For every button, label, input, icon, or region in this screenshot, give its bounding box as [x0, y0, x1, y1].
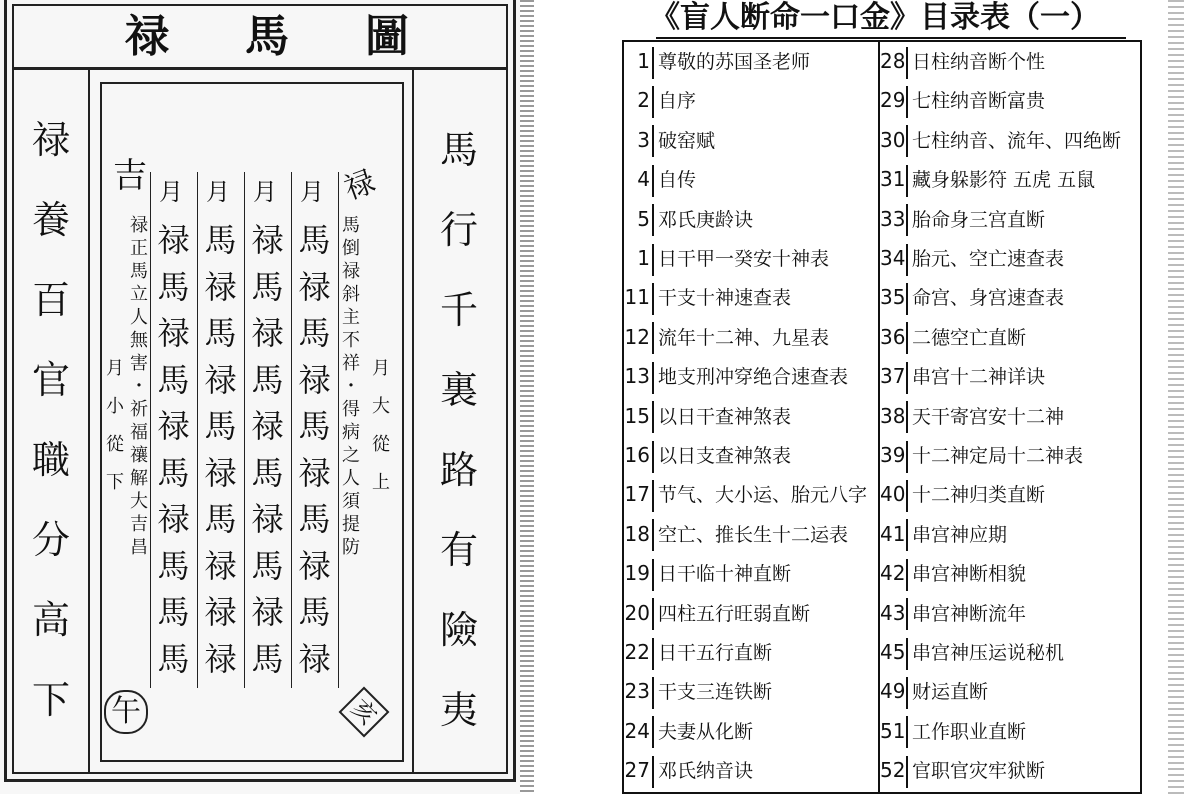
verse-char: 月	[372, 358, 390, 379]
right-outer-verse	[370, 350, 392, 502]
toc-row	[880, 476, 1045, 512]
grid-cell: 馬	[204, 407, 237, 445]
left-verse-char: 禄	[31, 118, 70, 162]
grid-cell: 馬	[298, 593, 331, 631]
toc-entry-separator	[906, 638, 908, 670]
toc-entry-separator	[906, 716, 908, 748]
toc-entry-number: 34	[880, 246, 906, 270]
grid-vline	[338, 172, 339, 688]
toc-entry-title: 尊敬的苏国圣老师	[658, 51, 811, 73]
left-verse-char: 百	[31, 278, 70, 322]
verse-char: 人	[342, 468, 360, 489]
toc-row	[624, 161, 696, 197]
verse-char: 害	[130, 353, 148, 374]
toc-entry-number: 27	[624, 758, 650, 783]
toc-row	[880, 516, 1007, 552]
verse-char: 禄	[342, 261, 360, 282]
toc-page	[566, 0, 1184, 794]
toc-entry-title: 日柱纳音断个性	[912, 51, 1046, 73]
toc-entry-number: 39	[880, 443, 906, 467]
right-verse-char: 夷	[439, 688, 478, 732]
toc-row	[880, 358, 1045, 394]
grid-cell: 禄	[204, 639, 237, 678]
toc-entry-title: 地支刑冲穿绝合速查表	[658, 366, 849, 389]
divider-left-inner	[100, 82, 102, 762]
grid-cell: 馬	[157, 360, 190, 399]
toc-entry-number: 1	[637, 49, 650, 73]
grid-cell: 禄	[298, 267, 331, 306]
grid-cell: 馬	[298, 500, 331, 538]
toc-entry-title: 破窑赋	[658, 129, 716, 152]
verse-char: 人	[130, 307, 148, 328]
toc-entry-number: 12	[624, 324, 650, 349]
grid-cell: 禄	[251, 593, 284, 631]
toc-title-underline	[656, 37, 1126, 39]
toc-entry-separator	[906, 283, 908, 315]
grid-cell: 馬	[298, 407, 331, 445]
verse-char: 上	[372, 472, 390, 493]
toc-entry-number: 18	[624, 521, 650, 546]
grid-cell: 禄	[298, 546, 331, 585]
toc-entry-number: 1	[637, 246, 650, 270]
verse-char: 小	[106, 396, 124, 417]
grid-cell: 禄	[298, 639, 331, 678]
toc-entry-number: 11	[624, 285, 650, 310]
top-label-ji: 吉	[113, 156, 147, 196]
grid-cell: 禄	[204, 453, 237, 492]
toc-entry-separator	[652, 322, 654, 354]
toc-entry-separator	[906, 47, 908, 79]
month-label: 月	[206, 178, 230, 206]
toc-entry-number: 15	[624, 403, 650, 428]
toc-entry-separator	[906, 322, 908, 354]
toc-entry-title: 胎元、空亡速查表	[912, 248, 1065, 270]
verse-char: 得	[342, 399, 360, 420]
toc-entry-title: 以日支查神煞表	[658, 445, 792, 467]
toc-row	[880, 201, 1045, 237]
grid-cell: 禄	[157, 314, 190, 352]
toc-entry-title: 邓氏纳音诀	[658, 760, 754, 783]
toc-row	[624, 122, 715, 158]
grid-cell: 馬	[157, 639, 190, 678]
toc-entry-number: 49	[880, 679, 906, 704]
toc-entry-title: 自传	[658, 169, 697, 192]
toc-row	[880, 555, 1026, 591]
toc-entry-separator	[906, 677, 908, 709]
title-char-2: 馬	[245, 11, 289, 62]
toc-entry-title: 工作职业直断	[912, 720, 1027, 743]
toc-row	[624, 634, 772, 670]
toc-entry-title: 邓氏庚龄诀	[658, 208, 754, 231]
right-verse-char: 裏	[439, 368, 478, 412]
toc-row	[624, 673, 772, 709]
toc-entry-separator	[652, 559, 654, 591]
grid-cell: 禄	[157, 500, 190, 538]
verse-char: 月	[106, 358, 124, 379]
grid-cell: 禄	[157, 407, 190, 445]
toc-entry-separator	[652, 519, 654, 551]
toc-entry-separator	[652, 244, 654, 276]
toc-entry-title: 节气、大小运、胎元八字	[658, 484, 868, 507]
left-verse-char: 官	[31, 358, 70, 402]
verse-char: ・	[130, 376, 148, 397]
toc-entry-separator	[906, 362, 908, 394]
toc-row	[880, 122, 1121, 158]
right-verse-char: 行	[439, 208, 478, 252]
toc-row	[880, 752, 1045, 788]
toc-entry-title: 十二神定局十二神表	[912, 445, 1084, 467]
grid-cell: 馬	[157, 267, 190, 306]
toc-row	[880, 43, 1045, 79]
grid-cell: 禄	[251, 221, 284, 259]
grid-cell: 馬	[251, 360, 284, 399]
verse-char: 病	[342, 422, 360, 443]
toc-row	[880, 634, 1064, 670]
grid-cell: 馬	[204, 500, 237, 538]
inner-bottom-border	[100, 760, 404, 762]
toc-entry-number: 42	[880, 561, 906, 586]
toc-entry-number: 29	[880, 88, 906, 113]
toc-entry-number: 38	[880, 403, 906, 428]
verse-char: 斜	[342, 284, 360, 305]
toc-entry-number: 23	[624, 679, 650, 704]
toc-entry-separator	[906, 559, 908, 591]
toc-row	[624, 43, 810, 79]
grid-cell: 馬	[204, 221, 237, 259]
page-edge-stripe	[520, 0, 534, 794]
toc-entry-title: 自序	[658, 90, 697, 113]
toc-entry-title: 藏身躲影符 五虎 五鼠	[912, 169, 1096, 192]
toc-entry-title: 夫妻从化断	[658, 720, 754, 743]
toc-entry-number: 35	[880, 285, 906, 310]
grid-cell: 禄	[298, 453, 331, 492]
verse-char: 祥	[342, 353, 360, 374]
toc-entry-title: 空亡、推长生十二运表	[658, 523, 849, 546]
grid-cell: 馬	[157, 546, 190, 585]
verse-char: 馬	[130, 261, 148, 282]
grid-cell: 禄	[157, 221, 190, 259]
verse-char: 大	[130, 491, 148, 512]
toc-entry-separator	[906, 401, 908, 433]
toc-row	[624, 279, 791, 315]
verse-char: 須	[342, 491, 360, 512]
toc-row	[624, 516, 848, 552]
toc-entry-number: 5	[637, 206, 650, 231]
toc-entry-number: 30	[880, 127, 906, 152]
month-label: 月	[253, 178, 277, 206]
lu-ma-grid	[150, 218, 340, 688]
toc-entry-separator	[652, 677, 654, 709]
verse-char: 吉	[130, 514, 148, 535]
grid-cell: 馬	[298, 221, 331, 259]
toc-entry-number: 45	[880, 640, 906, 664]
toc-row	[624, 555, 791, 591]
inner-top-border	[100, 82, 404, 84]
toc-entry-separator	[652, 716, 654, 748]
verse-char: 倒	[342, 238, 360, 259]
toc-entry-separator	[652, 441, 654, 473]
toc-entry-title: 以日干查神煞表	[658, 405, 792, 428]
grid-cell: 馬	[251, 546, 284, 585]
toc-row	[880, 398, 1064, 434]
toc-row	[880, 240, 1064, 276]
verse-char: 立	[130, 284, 148, 305]
toc-row	[624, 713, 753, 749]
toc-entry-separator	[652, 480, 654, 512]
toc-row	[880, 673, 988, 709]
toc-entry-title: 干支三连铁断	[658, 681, 773, 704]
verse-char: 無	[130, 330, 148, 351]
toc-row	[880, 713, 1026, 749]
grid-cell: 禄	[204, 593, 237, 631]
toc-entry-title: 串宫神应期	[912, 523, 1008, 546]
verse-char: 大	[372, 396, 390, 417]
left-inner-verse	[128, 214, 150, 559]
toc-entry-number: 2	[637, 88, 650, 113]
toc-entry-number: 24	[624, 718, 650, 743]
verse-char: 解	[130, 468, 148, 489]
toc-row	[880, 279, 1064, 315]
grid-cell: 馬	[157, 453, 190, 492]
toc-entry-separator	[652, 638, 654, 670]
toc-row	[624, 752, 753, 788]
toc-entry-title: 日干临十神直断	[658, 563, 792, 586]
toc-row	[624, 437, 791, 473]
toc-entry-separator	[906, 441, 908, 473]
toc-row	[624, 82, 696, 118]
grid-cell: 禄	[204, 360, 237, 399]
toc-entry-separator	[906, 598, 908, 630]
toc-entry-separator	[652, 165, 654, 197]
verse-char: 禳	[130, 445, 148, 466]
toc-entry-number: 4	[637, 167, 650, 192]
toc-entry-number: 13	[624, 364, 650, 389]
toc-entry-separator	[906, 244, 908, 276]
toc-row	[624, 358, 848, 394]
toc-entry-title: 日干五行直断	[658, 642, 773, 664]
verse-char: 禄	[130, 215, 148, 236]
toc-entry-title: 串宫神断相貌	[912, 563, 1027, 586]
verse-char: 昌	[130, 537, 148, 558]
toc-entry-separator	[652, 283, 654, 315]
toc-row	[624, 240, 829, 276]
right-verse-char: 有	[439, 528, 478, 572]
toc-entry-title: 串宫神断流年	[912, 602, 1027, 625]
verse-char: 祈	[130, 399, 148, 420]
toc-row	[624, 319, 829, 355]
toc-row	[880, 82, 1045, 118]
toc-entry-title: 日干甲一癸安十神表	[658, 248, 830, 270]
toc-entry-title: 命宫、身宫速查表	[912, 287, 1065, 310]
toc-entry-title: 干支十神速查表	[658, 287, 792, 310]
right-inner-verse	[340, 214, 362, 559]
toc-entry-separator	[652, 204, 654, 236]
toc-entry-separator	[906, 165, 908, 197]
left-verse-char: 分	[31, 518, 70, 562]
right-verse-char: 千	[439, 288, 478, 332]
divider-left	[88, 70, 90, 774]
toc-entry-number: 41	[880, 521, 906, 546]
toc-entry-number: 40	[880, 482, 906, 507]
verse-char: 防	[342, 537, 360, 558]
toc-entry-number: 37	[880, 364, 906, 389]
toc-entry-title: 官职官灾牢狱断	[912, 760, 1046, 783]
toc-entry-number: 19	[624, 561, 650, 586]
right-verse-char: 馬	[439, 128, 478, 172]
grid-cell: 禄	[251, 314, 284, 352]
toc-entry-separator	[652, 598, 654, 630]
toc-row	[880, 319, 1026, 355]
grid-cell: 馬	[251, 639, 284, 678]
toc-entry-number: 16	[624, 443, 650, 467]
verse-char: 福	[130, 422, 148, 443]
grid-cell: 禄	[204, 546, 237, 585]
toc-entry-number: 43	[880, 600, 906, 625]
toc-entry-number: 22	[624, 640, 650, 664]
bottom-left-wu-symbol: 午	[104, 690, 148, 734]
left-verse-char: 養	[31, 198, 70, 242]
toc-entry-separator	[652, 47, 654, 79]
toc-entry-number: 17	[624, 482, 650, 507]
toc-entry-number: 33	[880, 206, 906, 231]
toc-entry-separator	[906, 204, 908, 236]
toc-entry-title: 二德空亡直断	[912, 326, 1027, 349]
toc-entry-separator	[652, 86, 654, 118]
grid-cell: 禄	[298, 360, 331, 399]
toc-entry-title: 七柱纳音断富贵	[912, 90, 1046, 113]
left-outer-verse	[104, 350, 126, 502]
verse-char: 提	[342, 514, 360, 535]
toc-row	[880, 595, 1026, 631]
toc-entry-separator	[652, 401, 654, 433]
toc-row	[624, 476, 867, 512]
toc-entry-separator	[906, 756, 908, 788]
toc-row	[880, 161, 1095, 197]
top-right-lu-symbol: 禄	[339, 163, 380, 208]
right-edge-stripe	[1168, 0, 1184, 794]
grid-cell: 馬	[251, 267, 284, 306]
toc-entry-number: 52	[880, 758, 906, 783]
toc-entry-number: 28	[880, 49, 906, 73]
toc-title: 《盲人断命一口金》目录表（一）	[650, 0, 1100, 35]
lu-ma-chart-page	[0, 0, 528, 794]
verse-char: 正	[130, 238, 148, 259]
toc-entry-title: 十二神归类直断	[912, 484, 1046, 507]
grid-cell: 禄	[204, 267, 237, 306]
right-verse-char: 險	[439, 608, 478, 652]
left-verse-char: 下	[31, 678, 70, 722]
month-label: 月	[300, 178, 324, 206]
verse-char: 主	[342, 307, 360, 328]
grid-cell: 馬	[204, 314, 237, 352]
title-char-1: 禄	[125, 11, 169, 62]
toc-entry-separator	[906, 86, 908, 118]
toc-entry-separator	[652, 125, 654, 157]
toc-entry-title: 流年十二神、九星表	[658, 326, 830, 349]
verse-char: ・	[342, 376, 360, 397]
toc-entry-separator	[906, 480, 908, 512]
verse-char: 不	[342, 330, 360, 351]
toc-row	[880, 437, 1083, 473]
bottom-right-hai-symbol: 亥	[339, 687, 390, 738]
toc-entry-title: 四柱五行旺弱直断	[658, 602, 811, 625]
toc-entry-separator	[652, 756, 654, 788]
toc-entry-number: 3	[637, 127, 650, 152]
right-verse-char: 路	[439, 448, 478, 492]
verse-char: 從	[106, 434, 124, 455]
toc-entry-number: 31	[880, 167, 906, 192]
verse-char: 之	[342, 445, 360, 466]
verse-char: 從	[372, 434, 390, 455]
toc-row	[624, 398, 791, 434]
grid-cell: 馬	[251, 453, 284, 492]
toc-entry-title: 串宫十二神详诀	[912, 366, 1046, 389]
toc-entry-title: 串宫神压运说秘机	[912, 642, 1065, 664]
toc-row	[624, 201, 753, 237]
toc-entry-number: 20	[624, 600, 650, 625]
toc-entry-title: 胎命身三宫直断	[912, 208, 1046, 231]
grid-cell: 禄	[251, 500, 284, 538]
divider-right	[412, 70, 414, 774]
grid-cell: 禄	[251, 407, 284, 445]
toc-entry-number: 36	[880, 324, 906, 349]
toc-entry-separator	[906, 519, 908, 551]
toc-entry-number: 51	[880, 718, 906, 743]
left-verse-char: 高	[31, 598, 70, 642]
toc-entry-separator	[906, 125, 908, 157]
grid-cell: 馬	[298, 314, 331, 352]
toc-row	[624, 595, 810, 631]
verse-char: 下	[106, 472, 124, 493]
left-verse-char: 職	[31, 438, 70, 482]
month-label: 月	[159, 178, 183, 206]
toc-entry-title: 七柱纳音、流年、四绝断	[912, 129, 1122, 152]
grid-cell: 馬	[157, 593, 190, 631]
toc-entry-title: 天干寄宫安十二神	[912, 405, 1065, 428]
divider-right-inner	[402, 82, 404, 762]
title-char-3: 圖	[365, 11, 409, 62]
toc-entry-title: 财运直断	[912, 681, 989, 704]
toc-entry-separator	[652, 362, 654, 394]
verse-char: 馬	[342, 215, 360, 236]
